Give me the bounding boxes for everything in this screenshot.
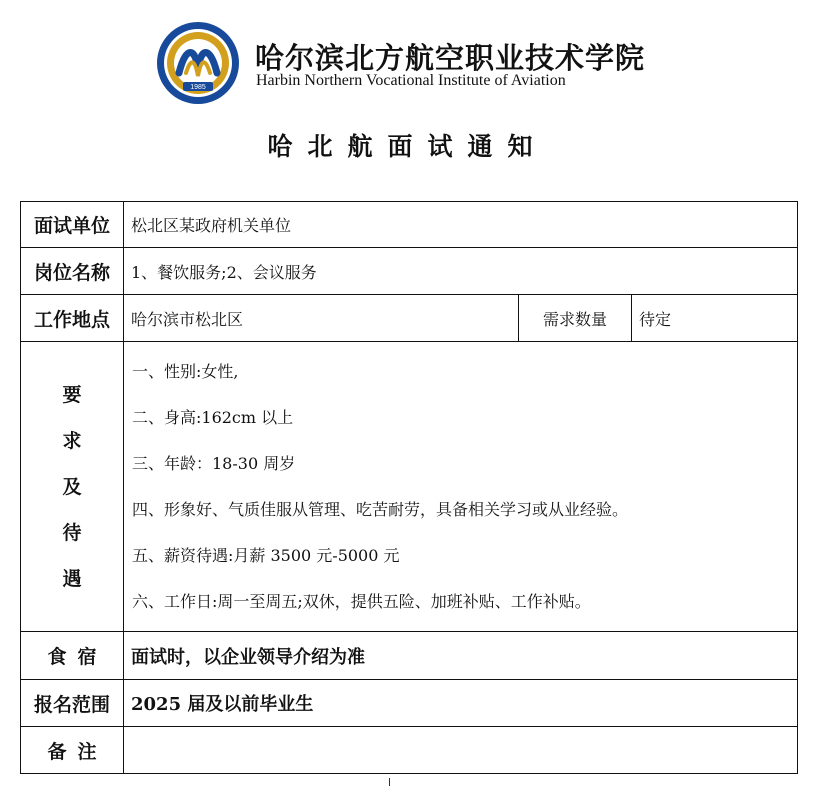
- requirement-item: 六、工作日:周一至周五;双休，提供五险、加班补贴、工作补贴。: [132, 591, 591, 611]
- food-lodging-label: 食宿: [21, 632, 124, 680]
- requirement-item: 一、性别:女性,: [132, 361, 239, 381]
- remarks-label: 备注: [21, 727, 124, 774]
- interview-unit-label: 面试单位: [21, 202, 124, 248]
- requirements-vertical-label-cell: [21, 342, 124, 632]
- requirements-row: [21, 342, 798, 632]
- registration-scope-label: 报名范围: [21, 680, 124, 727]
- position-label: 岗位名称: [21, 248, 124, 295]
- registration-scope-row: [21, 680, 798, 727]
- requirement-item: 四、形象好、气质佳服从管理、吃苦耐劳，具备相关学习或从业经验。: [132, 499, 629, 519]
- food-lodging-value: 面试时，以企业领导介绍为准: [124, 632, 798, 680]
- requirements-label-char: 及: [62, 475, 82, 498]
- work-location-label: 工作地点: [21, 295, 124, 342]
- text-cursor: [389, 778, 390, 786]
- requirements-vertical-label: [21, 372, 123, 602]
- requirements-label-char: 求: [62, 429, 82, 452]
- requirements-label-char: 遇: [62, 567, 82, 590]
- school-name-english: Harbin Northern Vocational Institute of Aviation: [256, 72, 566, 89]
- position-row: [21, 248, 798, 295]
- requirement-item: 二、身高:162cm 以上: [132, 407, 294, 427]
- requirements-list: [124, 342, 798, 632]
- interview-notice-table: [20, 201, 798, 774]
- requirement-item: 五、薪资待遇:月薪 3500 元-5000 元: [132, 545, 400, 565]
- work-location-value: 哈尔滨市松北区: [124, 295, 519, 342]
- school-header: [155, 20, 646, 106]
- requirement-item: 三、年龄：18-30 周岁: [132, 453, 296, 473]
- notice-title: 哈北航面试通知: [267, 132, 548, 161]
- interview-unit-row: [21, 202, 798, 248]
- registration-scope-value: 2025 届及以前毕业生: [124, 680, 798, 727]
- remarks-value: [124, 727, 798, 774]
- quantity-label: 需求数量: [519, 295, 632, 342]
- interview-unit-value: 松北区某政府机关单位: [124, 202, 798, 248]
- position-value: 1、餐饮服务;2、会议服务: [124, 248, 798, 295]
- requirements-label-char: 待: [62, 521, 82, 544]
- work-location-row: [21, 295, 798, 342]
- school-logo: [155, 20, 241, 106]
- quantity-value: 待定: [632, 295, 798, 342]
- requirements-label-char: 要: [62, 383, 82, 406]
- logo-year: 1985: [190, 84, 206, 91]
- remarks-row: [21, 727, 798, 774]
- school-name-chinese: 哈尔滨北方航空职业技术学院: [255, 41, 646, 75]
- food-lodging-row: [21, 632, 798, 680]
